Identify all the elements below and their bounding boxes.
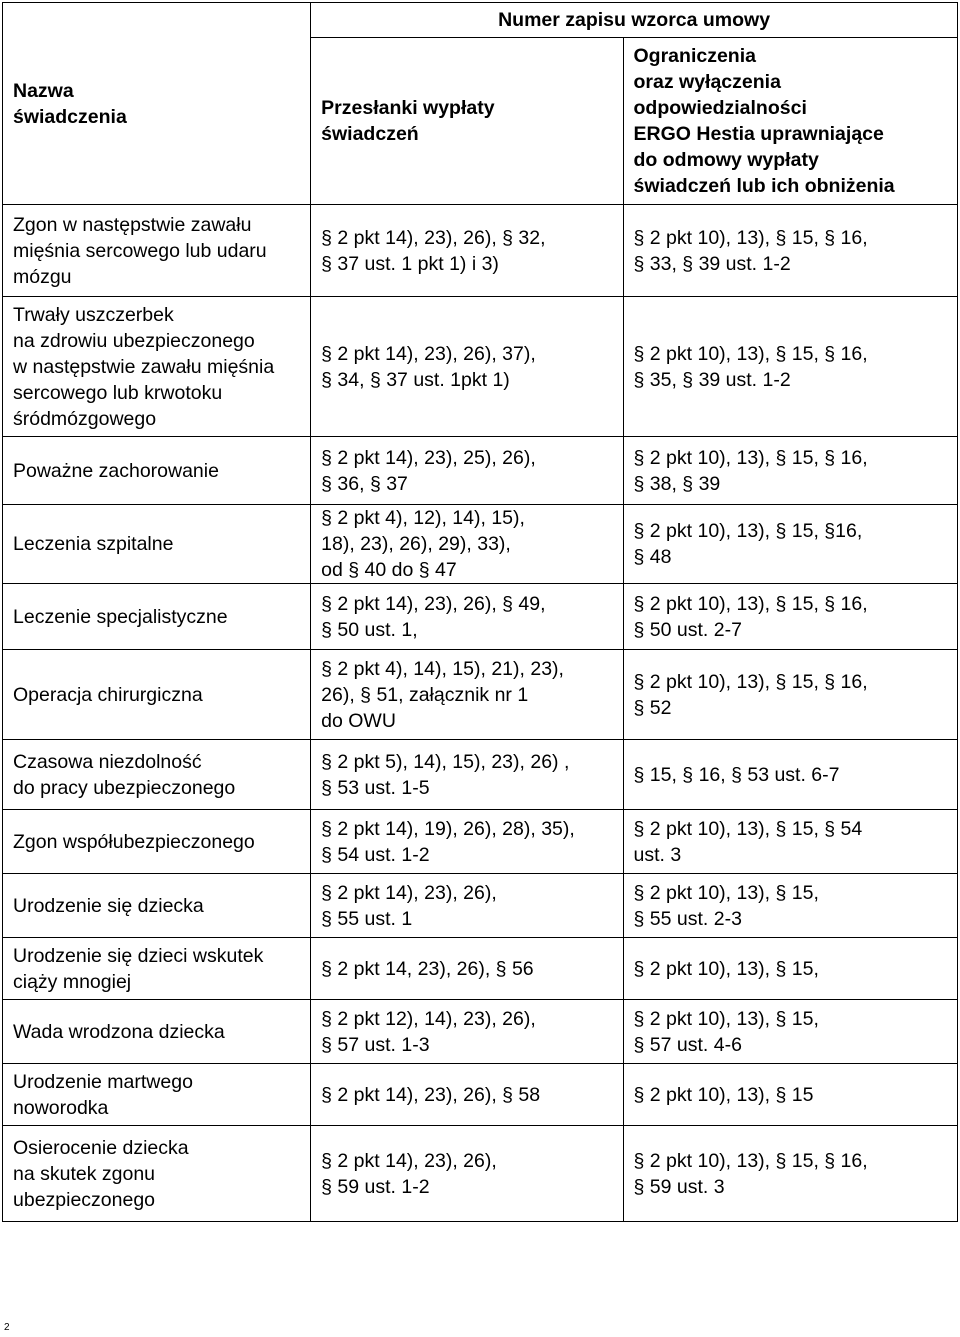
benefit-name-cell bbox=[3, 205, 311, 297]
benefit-name-cell-text: Czasowa niezdolność do pracy ubezpieczonego bbox=[13, 750, 236, 799]
limitations-header-text: Ograniczenia oraz wyłączenia odpowiedzialności ERGO Hestia uprawniające do odmowy wypłaty świadczeń lub ich obniżenia bbox=[633, 45, 895, 197]
benefit-name-cell-text: Urodzenie się dzieci wskutek ciąży mnogiej bbox=[13, 944, 264, 993]
limitations-cell-text: § 2 pkt 10), 13), § 15, § 55 ust. 2-3 bbox=[633, 881, 819, 930]
limitations-cell bbox=[623, 650, 957, 740]
payout-conditions-header-text: Przesłanki wypłaty świadczeń bbox=[321, 97, 495, 145]
table-row bbox=[3, 297, 958, 437]
benefit-name-cell-text: Poważne zachorowanie bbox=[13, 459, 219, 482]
table-row bbox=[3, 874, 958, 938]
benefit-name-cell bbox=[3, 584, 311, 650]
payout-conditions-cell-text: § 2 pkt 14), 23), 26), 37), § 34, § 37 ust. 1pkt 1) bbox=[321, 342, 536, 391]
payout-conditions-cell-text: § 2 pkt 14), 23), 26), § 58 bbox=[321, 1083, 541, 1106]
payout-conditions-cell-text: § 2 pkt 12), 14), 23), 26), § 57 ust. 1-3 bbox=[321, 1007, 536, 1056]
payout-conditions-cell bbox=[311, 1064, 623, 1126]
limitations-cell bbox=[623, 1000, 957, 1064]
table-row bbox=[3, 437, 958, 505]
page-number: 2 bbox=[4, 1322, 10, 1333]
payout-conditions-cell-text: § 2 pkt 4), 14), 15), 21), 23), 26), § 51, załącznik nr 1 do OWU bbox=[321, 657, 564, 732]
limitations-cell-text: § 2 pkt 10), 13), § 15, § 16, § 59 ust. 3 bbox=[633, 1149, 868, 1198]
payout-conditions-cell bbox=[311, 938, 623, 1000]
benefit-name-cell bbox=[3, 505, 311, 584]
limitations-cell-text: § 2 pkt 10), 13), § 15, § 57 ust. 4-6 bbox=[633, 1007, 819, 1056]
benefit-name-cell bbox=[3, 810, 311, 874]
table-row bbox=[3, 1000, 958, 1064]
table-row bbox=[3, 205, 958, 297]
limitations-cell-text: § 2 pkt 10), 13), § 15, § 54 ust. 3 bbox=[633, 817, 863, 866]
limitations-cell bbox=[623, 505, 957, 584]
payout-conditions-cell bbox=[311, 1000, 623, 1064]
payout-conditions-cell bbox=[311, 650, 623, 740]
benefits-table-body bbox=[3, 205, 958, 1222]
payout-conditions-cell bbox=[311, 810, 623, 874]
benefit-name-cell-text: Zgon współubezpieczonego bbox=[13, 830, 255, 853]
limitations-cell bbox=[623, 938, 957, 1000]
benefit-name-cell bbox=[3, 650, 311, 740]
limitations-cell bbox=[623, 874, 957, 938]
benefit-name-cell-text: Urodzenie martwego noworodka bbox=[13, 1070, 193, 1119]
benefit-name-cell-text: Operacja chirurgiczna bbox=[13, 683, 203, 706]
limitations-cell bbox=[623, 437, 957, 505]
benefit-name-header bbox=[3, 3, 311, 205]
payout-conditions-cell-text: § 2 pkt 5), 14), 15), 23), 26) , § 53 ust. 1-5 bbox=[321, 750, 570, 799]
payout-conditions-cell bbox=[311, 297, 623, 437]
benefit-name-cell bbox=[3, 1126, 311, 1222]
benefit-name-cell-text: Zgon w następstwie zawału mięśnia sercowego lub udaru mózgu bbox=[13, 213, 267, 288]
limitations-cell bbox=[623, 205, 957, 297]
limitations-header bbox=[623, 38, 957, 205]
table-row bbox=[3, 650, 958, 740]
payout-conditions-cell-text: § 2 pkt 14), 23), 26), § 49, § 50 ust. 1, bbox=[321, 592, 546, 641]
benefit-name-cell-text: Leczenia szpitalne bbox=[13, 533, 174, 555]
benefits-table bbox=[2, 2, 958, 1222]
limitations-cell-text: § 2 pkt 10), 13), § 15, §16, § 48 bbox=[633, 520, 863, 568]
limitations-cell bbox=[623, 810, 957, 874]
limitations-cell-text: § 2 pkt 10), 13), § 15 bbox=[633, 1083, 814, 1106]
limitations-cell-text: § 2 pkt 10), 13), § 15, § 16, § 38, § 39 bbox=[633, 446, 868, 495]
benefit-name-cell-text: Wada wrodzona dziecka bbox=[13, 1020, 225, 1043]
payout-conditions-cell-text: § 2 pkt 14, 23), 26), § 56 bbox=[321, 957, 534, 980]
benefit-name-cell-text: Leczenie specjalistyczne bbox=[13, 605, 228, 628]
payout-conditions-cell bbox=[311, 874, 623, 938]
payout-conditions-cell-text: § 2 pkt 14), 23), 25), 26), § 36, § 37 bbox=[321, 446, 536, 495]
payout-conditions-header bbox=[311, 38, 623, 205]
table-row bbox=[3, 505, 958, 584]
benefit-name-cell bbox=[3, 740, 311, 810]
benefit-name-cell bbox=[3, 437, 311, 505]
table-row bbox=[3, 740, 958, 810]
limitations-cell bbox=[623, 740, 957, 810]
payout-conditions-cell bbox=[311, 437, 623, 505]
limitations-cell bbox=[623, 297, 957, 437]
benefit-name-cell bbox=[3, 1000, 311, 1064]
benefit-name-cell-text: Trwały uszczerbek na zdrowiu ubezpieczonego w następstwie zawału mięśnia sercowego lub krwotoku śródmózgowego bbox=[13, 303, 275, 430]
table-row bbox=[3, 938, 958, 1000]
payout-conditions-cell bbox=[311, 505, 623, 584]
payout-conditions-cell bbox=[311, 205, 623, 297]
limitations-cell-text: § 2 pkt 10), 13), § 15, bbox=[633, 957, 819, 980]
limitations-cell bbox=[623, 584, 957, 650]
benefit-name-cell bbox=[3, 297, 311, 437]
table-row bbox=[3, 810, 958, 874]
payout-conditions-cell bbox=[311, 740, 623, 810]
payout-conditions-cell bbox=[311, 1126, 623, 1222]
payout-conditions-cell-text: § 2 pkt 14), 19), 26), 28), 35), § 54 ust. 1-2 bbox=[321, 817, 575, 866]
benefit-name-cell-text: Osierocenie dziecka na skutek zgonu ubezpieczonego bbox=[13, 1136, 189, 1211]
payout-conditions-cell-text: § 2 pkt 14), 23), 26), § 32, § 37 ust. 1 pkt 1) i 3) bbox=[321, 226, 546, 275]
limitations-cell-text: § 2 pkt 10), 13), § 15, § 16, § 33, § 39 ust. 1-2 bbox=[633, 226, 868, 275]
payout-conditions-cell-text: § 2 pkt 14), 23), 26), § 55 ust. 1 bbox=[321, 881, 497, 930]
limitations-cell-text: § 15, § 16, § 53 ust. 6-7 bbox=[633, 763, 840, 786]
limitations-cell bbox=[623, 1064, 957, 1126]
contract-clause-group-header bbox=[311, 3, 958, 38]
table-row bbox=[3, 584, 958, 650]
payout-conditions-cell bbox=[311, 584, 623, 650]
payout-conditions-cell-text: § 2 pkt 14), 23), 26), § 59 ust. 1-2 bbox=[321, 1149, 497, 1198]
contract-clause-group-header-text: Numer zapisu wzorca umowy bbox=[498, 9, 771, 31]
benefit-name-cell-text: Urodzenie się dziecka bbox=[13, 894, 204, 917]
benefit-name-cell bbox=[3, 938, 311, 1000]
table-row bbox=[3, 1126, 958, 1222]
benefit-name-header-text: Nazwa świadczenia bbox=[13, 79, 127, 128]
limitations-cell-text: § 2 pkt 10), 13), § 15, § 16, § 50 ust. 2-7 bbox=[633, 592, 868, 641]
limitations-cell-text: § 2 pkt 10), 13), § 15, § 16, § 52 bbox=[633, 670, 868, 719]
limitations-cell bbox=[623, 1126, 957, 1222]
benefit-name-cell bbox=[3, 874, 311, 938]
benefit-name-cell bbox=[3, 1064, 311, 1126]
limitations-cell-text: § 2 pkt 10), 13), § 15, § 16, § 35, § 39 ust. 1-2 bbox=[633, 342, 868, 391]
table-row bbox=[3, 1064, 958, 1126]
payout-conditions-cell-text: § 2 pkt 4), 12), 14), 15), 18), 23), 26), 29), 33), od § 40 do § 47 bbox=[321, 507, 525, 581]
